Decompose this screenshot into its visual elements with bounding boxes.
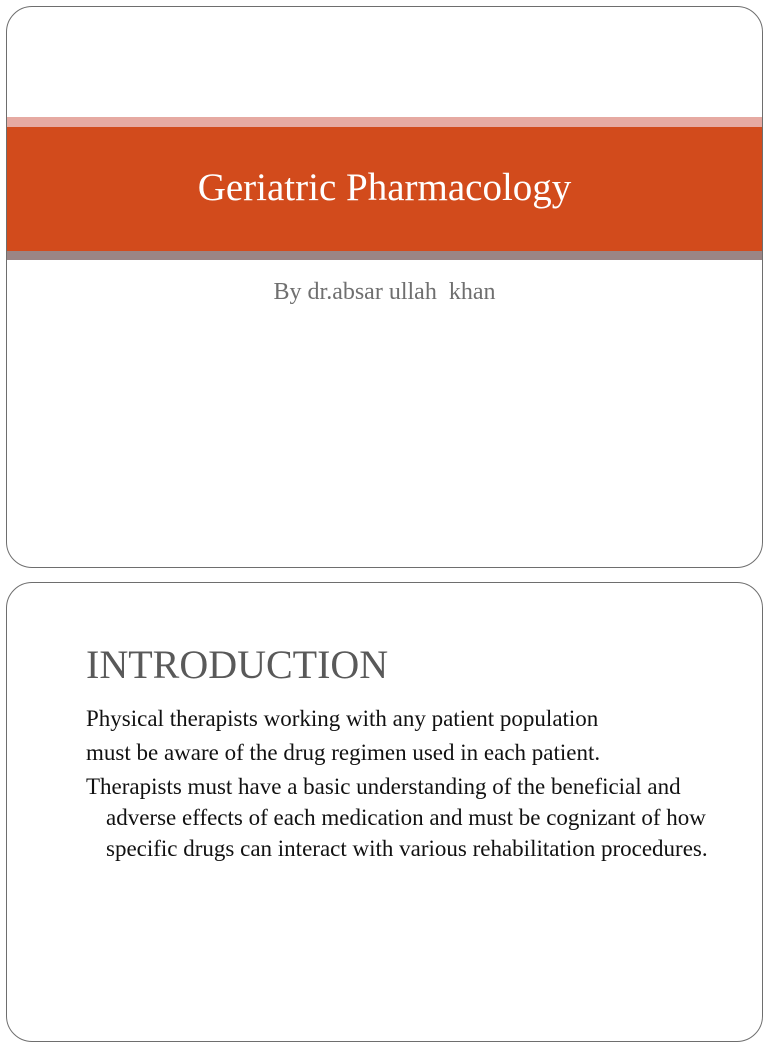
title-band-bottom-stripe bbox=[7, 251, 762, 260]
slide-body bbox=[86, 703, 726, 867]
slide-title: Geriatric Pharmacology bbox=[197, 165, 572, 209]
title-band-top-stripe bbox=[7, 117, 762, 127]
body-paragraph: Therapists must have a basic understanding of the beneficial and adverse effects of each medication and must be cognizant of how specific drugs can interact with various rehabilitation procedures. bbox=[86, 774, 708, 861]
title-band bbox=[7, 127, 762, 251]
slide-subtitle: By dr.absar ullah khan bbox=[273, 279, 496, 305]
title-slide bbox=[6, 6, 763, 568]
body-paragraph: must be aware of the drug regimen used in each patient. bbox=[86, 740, 601, 765]
slide-heading: INTRODUCTION bbox=[86, 642, 389, 687]
body-paragraph: Physical therapists working with any patient population bbox=[86, 706, 599, 731]
introduction-slide bbox=[6, 582, 763, 1042]
